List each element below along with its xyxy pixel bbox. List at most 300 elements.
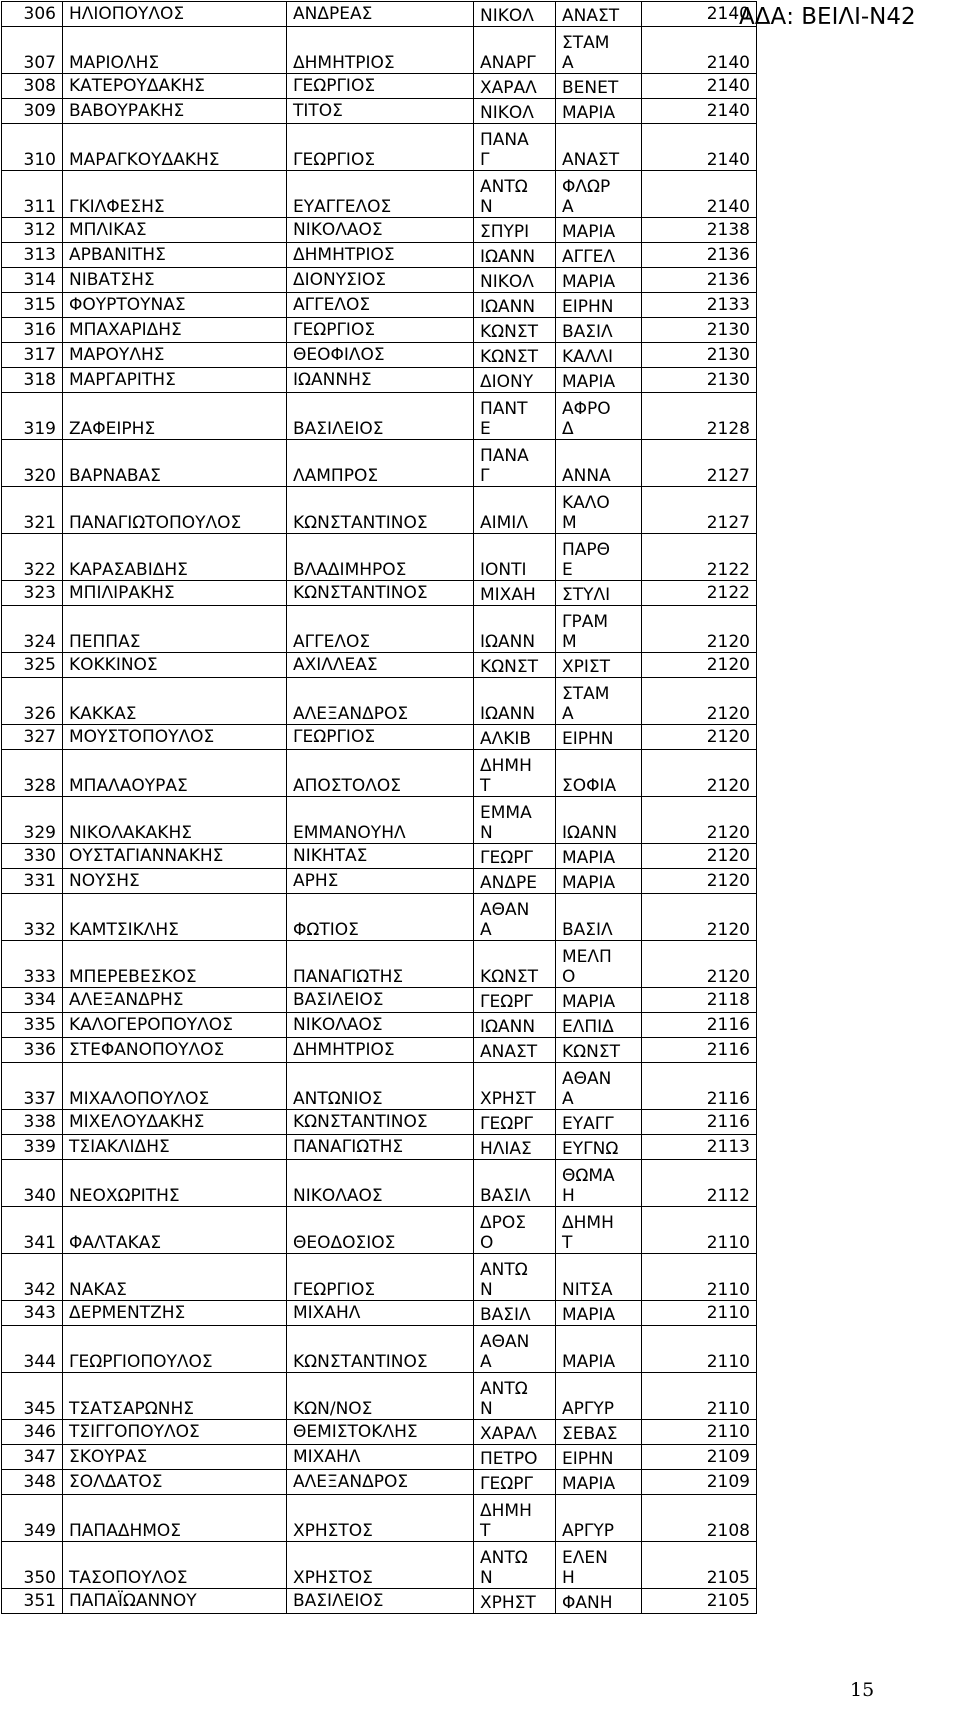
table-row (2, 1160, 757, 1207)
mother-name-cell-line: ΜΑΡΙΑ (562, 372, 616, 392)
mother-name-cell (556, 487, 642, 534)
surname-cell: ΜΑΡΟΥΛΗΣ (63, 343, 287, 368)
mother-name-cell-line: ΓΡΑΜ (562, 612, 609, 632)
mother-name-cell-line: ΜΑΡΙΑ (562, 103, 616, 123)
row-number-cell: 343 (2, 1301, 63, 1326)
table-row (2, 27, 757, 74)
mother-name-cell-line: ΣΤΑΜ (562, 684, 610, 704)
table-row (2, 1063, 757, 1110)
father-name-cell-line: ΑΝΔΡΕ (480, 873, 537, 893)
father-name-cell (474, 1301, 556, 1326)
mother-name-cell (556, 27, 642, 74)
row-number-cell: 339 (2, 1135, 63, 1160)
row-number-cell: 342 (2, 1254, 63, 1301)
surname-cell: ΝΑΚΑΣ (63, 1254, 287, 1301)
mother-name-cell-line: ΒΕΝΕΤ (562, 78, 619, 98)
surname-cell: ΜΠΑΛΑΟΥΡΑΣ (63, 750, 287, 797)
father-name-cell-line: ΚΩΝΣΤ (480, 657, 538, 677)
points-cell: 2140 (642, 171, 757, 218)
mother-name-cell-line: Τ (562, 1233, 573, 1253)
mother-name-cell (556, 124, 642, 171)
father-name-cell-line: ΒΑΣΙΛ (480, 1305, 531, 1325)
mother-name-cell-line: ΑΝΝΑ (562, 466, 611, 486)
points-cell: 2120 (642, 678, 757, 725)
points-cell: 2120 (642, 894, 757, 941)
points-cell: 2116 (642, 1038, 757, 1063)
mother-name-cell (556, 268, 642, 293)
mother-name-cell-line: Δ (562, 419, 574, 439)
mother-name-cell (556, 171, 642, 218)
ada-watermark: ΑΔΑ: ΒΕΙΛΙ-Ν42 (739, 4, 916, 30)
father-name-cell-line: ΒΑΣΙΛ (480, 1186, 531, 1206)
surname-cell: ΦΑΛΤΑΚΑΣ (63, 1207, 287, 1254)
row-number-cell: 348 (2, 1470, 63, 1495)
father-name-cell (474, 941, 556, 988)
table-row (2, 1207, 757, 1254)
table-row (2, 74, 757, 99)
father-name-cell-line: ΔΗΜΗ (480, 756, 532, 776)
table-row (2, 844, 757, 869)
father-name-cell (474, 1207, 556, 1254)
father-name-cell-line: ΑΘΑΝ (480, 900, 530, 920)
father-name-cell-line: Τ (480, 1521, 491, 1541)
surname-cell: ΖΑΦΕΙΡΗΣ (63, 393, 287, 440)
mother-name-cell-line: ΝΙΤΣΑ (562, 1280, 613, 1300)
father-name-cell-line: ΑΝΤΩ (480, 1260, 528, 1280)
first-name-cell: ΚΩΝΣΤΑΝΤΙΝΟΣ (287, 487, 474, 534)
father-name-cell (474, 2, 556, 27)
table-row (2, 1542, 757, 1589)
surname-cell: ΑΡΒΑΝΙΤΗΣ (63, 243, 287, 268)
father-name-cell (474, 27, 556, 74)
surname-cell: ΚΑΚΚΑΣ (63, 678, 287, 725)
father-name-cell-line: ΑΝΤΩ (480, 177, 528, 197)
row-number-cell: 351 (2, 1589, 63, 1614)
row-number-cell: 328 (2, 750, 63, 797)
row-number-cell: 349 (2, 1495, 63, 1542)
mother-name-cell-line: ΚΩΝΣΤ (562, 1042, 620, 1062)
row-number-cell: 347 (2, 1445, 63, 1470)
father-name-cell-line: Ε (480, 419, 491, 439)
row-number-cell: 329 (2, 797, 63, 844)
points-cell: 2110 (642, 1207, 757, 1254)
father-name-cell (474, 1589, 556, 1614)
surname-cell: ΚΑΤΕΡΟΥΔΑΚΗΣ (63, 74, 287, 99)
mother-name-cell-line: ΑΝΑΣΤ (562, 6, 620, 26)
mother-name-cell (556, 74, 642, 99)
father-name-cell-line: ΝΙΚΟΛ (480, 103, 534, 123)
mother-name-cell (556, 1470, 642, 1495)
father-name-cell-line: ΑΘΑΝ (480, 1332, 530, 1352)
first-name-cell: ΑΠΟΣΤΟΛΟΣ (287, 750, 474, 797)
table-row (2, 487, 757, 534)
father-name-cell (474, 440, 556, 487)
row-number-cell: 314 (2, 268, 63, 293)
row-number-cell: 346 (2, 1420, 63, 1445)
father-name-cell (474, 1063, 556, 1110)
row-number-cell: 310 (2, 124, 63, 171)
surname-cell: ΚΟΚΚΙΝΟΣ (63, 653, 287, 678)
mother-name-cell (556, 368, 642, 393)
first-name-cell: ΤΙΤΟΣ (287, 99, 474, 124)
surname-cell: ΜΟΥΣΤΟΠΟΥΛΟΣ (63, 725, 287, 750)
points-cell: 2110 (642, 1420, 757, 1445)
mother-name-cell-line: Α (562, 704, 574, 724)
row-number-cell: 333 (2, 941, 63, 988)
row-number-cell: 344 (2, 1326, 63, 1373)
father-name-cell-line: ΑΝΤΩ (480, 1379, 528, 1399)
mother-name-cell (556, 581, 642, 606)
row-number-cell: 317 (2, 343, 63, 368)
first-name-cell: ΝΙΚΟΛΑΟΣ (287, 1013, 474, 1038)
first-name-cell: ΧΡΗΣΤΟΣ (287, 1495, 474, 1542)
surname-cell: ΜΠΕΡΕΒΕΣΚΟΣ (63, 941, 287, 988)
father-name-cell-line: ΙΩΑΝΝ (480, 632, 536, 652)
father-name-cell-line: ΜΙΧΑΗ (480, 585, 536, 605)
first-name-cell: ΑΝΤΩΝΙΟΣ (287, 1063, 474, 1110)
mother-name-cell (556, 1063, 642, 1110)
father-name-cell (474, 218, 556, 243)
surname-cell: ΜΑΡΓΑΡΙΤΗΣ (63, 368, 287, 393)
table-row (2, 318, 757, 343)
father-name-cell (474, 243, 556, 268)
table-row (2, 988, 757, 1013)
points-cell: 2127 (642, 440, 757, 487)
surname-cell: ΜΠΙΛΙΡΑΚΗΣ (63, 581, 287, 606)
points-cell: 2110 (642, 1301, 757, 1326)
mother-name-cell-line: Η (562, 1568, 575, 1588)
mother-name-cell (556, 988, 642, 1013)
father-name-cell (474, 487, 556, 534)
first-name-cell: ΔΙΟΝΥΣΙΟΣ (287, 268, 474, 293)
mother-name-cell-line: ΒΑΣΙΛ (562, 920, 613, 940)
mother-name-cell-line: ΧΡΙΣΤ (562, 657, 611, 677)
mother-name-cell-line: ΠΑΡΘ (562, 540, 611, 560)
mother-name-cell (556, 1038, 642, 1063)
points-cell: 2120 (642, 869, 757, 894)
points-cell: 2140 (642, 2, 757, 27)
mother-name-cell-line: Ο (562, 967, 576, 987)
father-name-cell (474, 750, 556, 797)
father-name-cell-line: ΝΙΚΟΛ (480, 6, 534, 26)
mother-name-cell (556, 797, 642, 844)
surname-cell: ΣΟΛΔΑΤΟΣ (63, 1470, 287, 1495)
first-name-cell: ΘΕΟΔΟΣΙΟΣ (287, 1207, 474, 1254)
row-number-cell: 308 (2, 74, 63, 99)
father-name-cell-line: ΑΛΚΙΒ (480, 729, 532, 749)
first-name-cell: ΑΓΓΕΛΟΣ (287, 606, 474, 653)
first-name-cell: ΑΛΕΞΑΝΔΡΟΣ (287, 1470, 474, 1495)
first-name-cell: ΙΩΑΝΝΗΣ (287, 368, 474, 393)
father-name-cell (474, 1110, 556, 1135)
father-name-cell-line: Α (480, 920, 492, 940)
father-name-cell-line: Τ (480, 776, 491, 796)
mother-name-cell (556, 99, 642, 124)
points-cell: 2122 (642, 581, 757, 606)
row-number-cell: 327 (2, 725, 63, 750)
table-row (2, 581, 757, 606)
mother-name-cell (556, 1373, 642, 1420)
mother-name-cell (556, 1135, 642, 1160)
points-cell: 2136 (642, 243, 757, 268)
surname-cell: ΝΙΒΑΤΣΗΣ (63, 268, 287, 293)
table-row (2, 1135, 757, 1160)
first-name-cell: ΧΡΗΣΤΟΣ (287, 1542, 474, 1589)
row-number-cell: 315 (2, 293, 63, 318)
surname-cell: ΣΚΟΥΡΑΣ (63, 1445, 287, 1470)
father-name-cell-line: ΠΕΤΡΟ (480, 1449, 538, 1469)
points-cell: 2120 (642, 725, 757, 750)
father-name-cell (474, 293, 556, 318)
mother-name-cell-line: Μ (562, 513, 577, 533)
points-cell: 2133 (642, 293, 757, 318)
father-name-cell (474, 74, 556, 99)
row-number-cell: 335 (2, 1013, 63, 1038)
points-cell: 2120 (642, 653, 757, 678)
mother-name-cell-line: ΕΙΡΗΝ (562, 297, 614, 317)
mother-name-cell-line: ΑΝΑΣΤ (562, 150, 620, 170)
table-row (2, 1301, 757, 1326)
surname-cell: ΒΑΒΟΥΡΑΚΗΣ (63, 99, 287, 124)
first-name-cell: ΚΩΝΣΤΑΝΤΙΝΟΣ (287, 1110, 474, 1135)
father-name-cell-line: ΠΑΝΤ (480, 399, 528, 419)
father-name-cell (474, 318, 556, 343)
first-name-cell: ΑΛΕΞΑΝΔΡΟΣ (287, 678, 474, 725)
father-name-cell-line: Ν (480, 823, 493, 843)
table-row (2, 343, 757, 368)
candidates-table (1, 1, 757, 1614)
mother-name-cell (556, 1160, 642, 1207)
father-name-cell-line: ΓΕΩΡΓ (480, 848, 533, 868)
mother-name-cell-line: Η (562, 1186, 575, 1206)
surname-cell: ΚΑΜΤΣΙΚΛΗΣ (63, 894, 287, 941)
first-name-cell: ΚΩΝΣΤΑΝΤΙΝΟΣ (287, 1326, 474, 1373)
points-cell: 2120 (642, 844, 757, 869)
mother-name-cell-line: ΑΡΓΥΡ (562, 1399, 614, 1419)
mother-name-cell-line: ΒΑΣΙΛ (562, 322, 613, 342)
surname-cell: ΜΙΧΕΛΟΥΔΑΚΗΣ (63, 1110, 287, 1135)
first-name-cell: ΓΕΩΡΓΙΟΣ (287, 725, 474, 750)
surname-cell: ΜΑΡΑΓΚΟΥΔΑΚΗΣ (63, 124, 287, 171)
points-cell: 2120 (642, 797, 757, 844)
first-name-cell: ΝΙΚΟΛΑΟΣ (287, 218, 474, 243)
table-row (2, 1373, 757, 1420)
mother-name-cell-line: ΜΑΡΙΑ (562, 1305, 616, 1325)
mother-name-cell-line: ΔΗΜΗ (562, 1213, 614, 1233)
mother-name-cell (556, 750, 642, 797)
surname-cell: ΠΕΠΠΑΣ (63, 606, 287, 653)
mother-name-cell-line: ΕΛΠΙΔ (562, 1017, 614, 1037)
row-number-cell: 319 (2, 393, 63, 440)
mother-name-cell-line: ΜΑΡΙΑ (562, 1352, 616, 1372)
first-name-cell: ΔΗΜΗΤΡΙΟΣ (287, 27, 474, 74)
father-name-cell-line: ΕΜΜΑ (480, 803, 532, 823)
table-row (2, 393, 757, 440)
father-name-cell-line: ΠΑΝΑ (480, 446, 529, 466)
father-name-cell (474, 1542, 556, 1589)
father-name-cell-line: ΓΕΩΡΓ (480, 1114, 533, 1134)
mother-name-cell (556, 653, 642, 678)
mother-name-cell-line: ΜΑΡΙΑ (562, 272, 616, 292)
row-number-cell: 326 (2, 678, 63, 725)
table-row (2, 124, 757, 171)
first-name-cell: ΒΑΣΙΛΕΙΟΣ (287, 988, 474, 1013)
table-row (2, 653, 757, 678)
father-name-cell-line: Ν (480, 1568, 493, 1588)
father-name-cell (474, 124, 556, 171)
first-name-cell: ΒΛΑΔΙΜΗΡΟΣ (287, 534, 474, 581)
row-number-cell: 324 (2, 606, 63, 653)
table-row (2, 606, 757, 653)
points-cell: 2120 (642, 606, 757, 653)
row-number-cell: 325 (2, 653, 63, 678)
points-cell: 2130 (642, 343, 757, 368)
surname-cell: ΜΙΧΑΛΟΠΟΥΛΟΣ (63, 1063, 287, 1110)
surname-cell: ΚΑΡΑΣΑΒΙΔΗΣ (63, 534, 287, 581)
father-name-cell (474, 534, 556, 581)
first-name-cell: ΚΩΝΣΤΑΝΤΙΝΟΣ (287, 581, 474, 606)
surname-cell: ΠΑΠΑΔΗΜΟΣ (63, 1495, 287, 1542)
father-name-cell-line: ΑΝΤΩ (480, 1548, 528, 1568)
row-number-cell: 323 (2, 581, 63, 606)
father-name-cell (474, 894, 556, 941)
points-cell: 2120 (642, 941, 757, 988)
table-row (2, 1254, 757, 1301)
mother-name-cell-line: ΣΤΥΛΙ (562, 585, 611, 605)
table-row (2, 1013, 757, 1038)
mother-name-cell (556, 1445, 642, 1470)
mother-name-cell (556, 1542, 642, 1589)
table-row (2, 1110, 757, 1135)
surname-cell: ΟΥΣΤΑΓΙΑΝΝΑΚΗΣ (63, 844, 287, 869)
points-cell: 2116 (642, 1110, 757, 1135)
table-row (2, 941, 757, 988)
table-row (2, 268, 757, 293)
first-name-cell: ΓΕΩΡΓΙΟΣ (287, 74, 474, 99)
points-cell: 2112 (642, 1160, 757, 1207)
row-number-cell: 313 (2, 243, 63, 268)
points-cell: 2118 (642, 988, 757, 1013)
first-name-cell: ΔΗΜΗΤΡΙΟΣ (287, 243, 474, 268)
points-cell: 2105 (642, 1589, 757, 1614)
father-name-cell-line: ΑΝΑΡΓ (480, 53, 536, 73)
mother-name-cell-line: ΑΦΡΟ (562, 399, 611, 419)
mother-name-cell-line: ΦΛΩΡ (562, 177, 611, 197)
mother-name-cell-line: ΣΤΑΜ (562, 33, 610, 53)
mother-name-cell (556, 1207, 642, 1254)
father-name-cell-line: ΚΩΝΣΤ (480, 322, 538, 342)
points-cell: 2116 (642, 1013, 757, 1038)
father-name-cell (474, 988, 556, 1013)
mother-name-cell-line: ΕΙΡΗΝ (562, 1449, 614, 1469)
mother-name-cell (556, 1420, 642, 1445)
father-name-cell (474, 581, 556, 606)
first-name-cell: ΠΑΝΑΓΙΩΤΗΣ (287, 1135, 474, 1160)
father-name-cell-line: ΙΩΑΝΝ (480, 247, 536, 267)
surname-cell: ΓΚΙΛΦΕΣΗΣ (63, 171, 287, 218)
table-row (2, 534, 757, 581)
points-cell: 2110 (642, 1373, 757, 1420)
mother-name-cell (556, 293, 642, 318)
surname-cell: ΝΕΟΧΩΡΙΤΗΣ (63, 1160, 287, 1207)
mother-name-cell (556, 1301, 642, 1326)
father-name-cell-line: Γ (480, 150, 490, 170)
mother-name-cell-line: ΜΑΡΙΑ (562, 873, 616, 893)
father-name-cell (474, 653, 556, 678)
row-number-cell: 320 (2, 440, 63, 487)
table-row (2, 368, 757, 393)
father-name-cell-line: ΓΕΩΡΓ (480, 992, 533, 1012)
mother-name-cell-line: ΜΑΡΙΑ (562, 848, 616, 868)
row-number-cell: 332 (2, 894, 63, 941)
surname-cell: ΒΑΡΝΑΒΑΣ (63, 440, 287, 487)
points-cell: 2110 (642, 1326, 757, 1373)
father-name-cell-line: Ν (480, 197, 493, 217)
table-row (2, 1495, 757, 1542)
first-name-cell: ΒΑΣΙΛΕΙΟΣ (287, 1589, 474, 1614)
first-name-cell: ΑΡΗΣ (287, 869, 474, 894)
row-number-cell: 337 (2, 1063, 63, 1110)
first-name-cell: ΔΗΜΗΤΡΙΟΣ (287, 1038, 474, 1063)
table-row (2, 99, 757, 124)
father-name-cell (474, 1373, 556, 1420)
father-name-cell-line: Α (480, 1352, 492, 1372)
mother-name-cell (556, 343, 642, 368)
mother-name-cell-line: ΚΑΛΟ (562, 493, 610, 513)
row-number-cell: 334 (2, 988, 63, 1013)
surname-cell: ΜΠΛΙΚΑΣ (63, 218, 287, 243)
father-name-cell (474, 797, 556, 844)
father-name-cell-line: ΔΡΟΣ (480, 1213, 527, 1233)
mother-name-cell-line: ΕΛΕΝ (562, 1548, 608, 1568)
mother-name-cell (556, 725, 642, 750)
points-cell: 2105 (642, 1542, 757, 1589)
first-name-cell: ΜΙΧΑΗΛ (287, 1445, 474, 1470)
father-name-cell (474, 393, 556, 440)
surname-cell: ΤΣΙΓΓΟΠΟΥΛΟΣ (63, 1420, 287, 1445)
mother-name-cell (556, 869, 642, 894)
first-name-cell: ΕΥΑΓΓΕΛΟΣ (287, 171, 474, 218)
mother-name-cell (556, 678, 642, 725)
surname-cell: ΦΟΥΡΤΟΥΝΑΣ (63, 293, 287, 318)
mother-name-cell-line: ΜΕΛΠ (562, 947, 612, 967)
points-cell: 2108 (642, 1495, 757, 1542)
points-cell: 2120 (642, 750, 757, 797)
points-cell: 2109 (642, 1445, 757, 1470)
first-name-cell: ΕΜΜΑΝΟΥΗΛ (287, 797, 474, 844)
mother-name-cell (556, 1110, 642, 1135)
first-name-cell: ΘΕΜΙΣΤΟΚΛΗΣ (287, 1420, 474, 1445)
row-number-cell: 306 (2, 2, 63, 27)
surname-cell: ΓΕΩΡΓΙΟΠΟΥΛΟΣ (63, 1326, 287, 1373)
points-cell: 2130 (642, 318, 757, 343)
mother-name-cell-line: ΑΡΓΥΡ (562, 1521, 614, 1541)
table-row (2, 1589, 757, 1614)
surname-cell: ΤΣΙΑΚΛΙΔΗΣ (63, 1135, 287, 1160)
first-name-cell: ΑΓΓΕΛΟΣ (287, 293, 474, 318)
father-name-cell (474, 171, 556, 218)
father-name-cell-line: ΧΑΡΑΛ (480, 1424, 537, 1444)
father-name-cell-line: Ν (480, 1280, 493, 1300)
mother-name-cell-line: ΦΑΝΗ (562, 1593, 613, 1613)
father-name-cell (474, 606, 556, 653)
father-name-cell-line: ΣΠΥΡΙ (480, 222, 530, 242)
father-name-cell (474, 725, 556, 750)
mother-name-cell (556, 218, 642, 243)
first-name-cell: ΝΙΚΟΛΑΟΣ (287, 1160, 474, 1207)
father-name-cell-line: ΧΡΗΣΤ (480, 1593, 536, 1613)
table-row (2, 725, 757, 750)
